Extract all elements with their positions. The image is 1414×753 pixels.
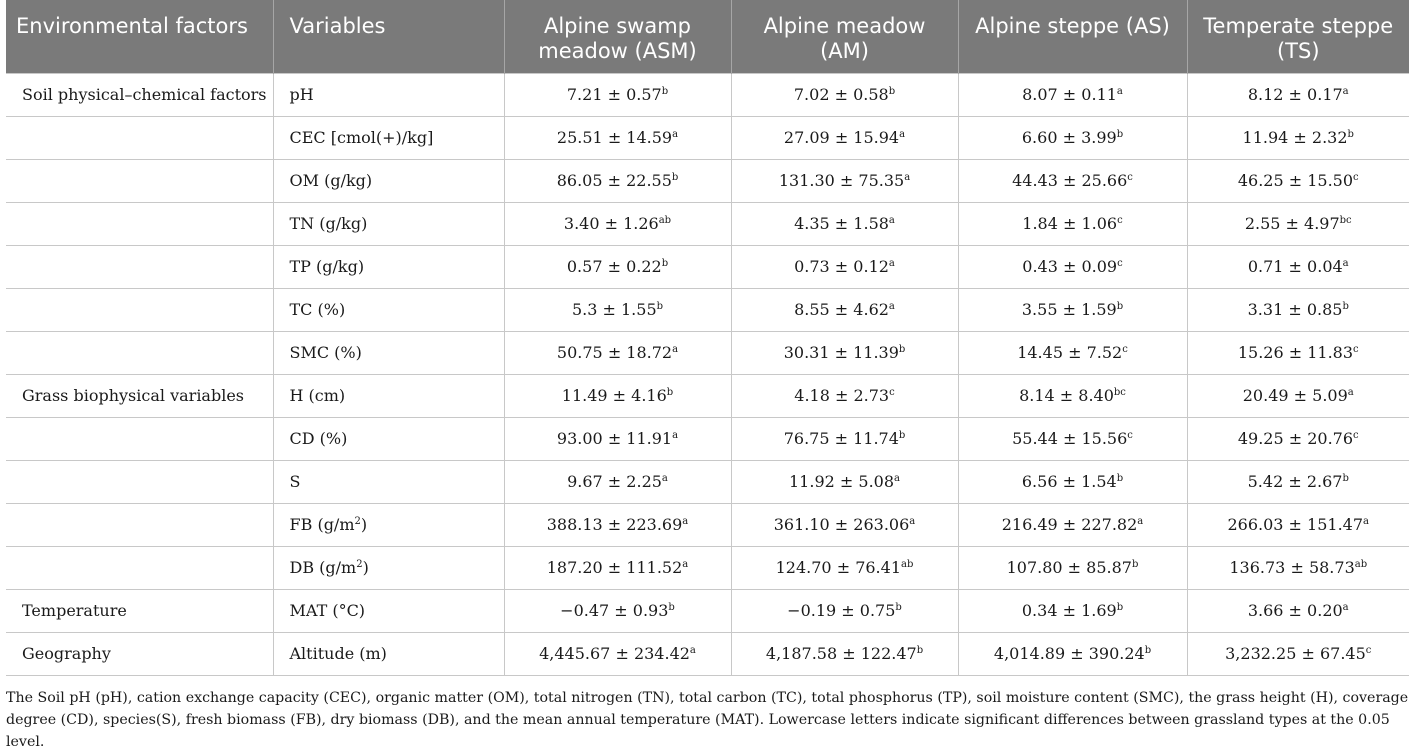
value-mean-sd: 49.25 ± 20.76 [1237, 429, 1354, 448]
significance-letter: c [1353, 430, 1359, 441]
row-variable-text: MAT (°C) [289, 601, 366, 620]
value-mean-sd: 216.49 ± 227.82 [1001, 515, 1138, 534]
row-variable [273, 546, 504, 589]
value-cell [504, 245, 731, 288]
value-mean-sd: 14.45 ± 7.52 [1017, 343, 1123, 362]
header-ts: Temperate steppe (TS) [1187, 0, 1409, 73]
value-cell [504, 589, 731, 632]
row-group-label [6, 159, 273, 202]
value-cell [731, 202, 958, 245]
significance-letter: c [1353, 344, 1359, 355]
value-mean-sd: −0.19 ± 0.75 [787, 601, 896, 620]
value-cell [504, 116, 731, 159]
value-cell [504, 632, 731, 675]
row-group-label [6, 331, 273, 374]
row-group-label [6, 546, 273, 589]
row-variable [273, 159, 504, 202]
row-variable-text: CEC [cmol(+)/kg] [289, 128, 434, 147]
value-cell [504, 159, 731, 202]
value-cell [1187, 374, 1409, 417]
header-as: Alpine steppe (AS) [958, 0, 1187, 73]
value-cell [958, 288, 1187, 331]
row-variable [273, 374, 504, 417]
row-group-label [6, 202, 273, 245]
value-mean-sd: 55.44 ± 15.56 [1012, 429, 1128, 448]
value-mean-sd: 4.35 ± 1.58 [794, 214, 889, 233]
significance-letter: c [1365, 645, 1372, 656]
significance-letter: a [1342, 86, 1349, 97]
row-variable-superscript: 2 [356, 559, 363, 570]
row-variable-text: Altitude (m) [289, 644, 387, 663]
value-cell [1187, 417, 1409, 460]
value-mean-sd: 8.07 ± 0.11 [1022, 85, 1117, 104]
row-variable-text: SMC (%) [289, 343, 362, 362]
row-variable [273, 632, 504, 675]
row-variable [273, 245, 504, 288]
value-mean-sd: 11.92 ± 5.08 [789, 472, 895, 491]
row-group-label: Grass biophysical variables [6, 374, 273, 417]
value-cell [1187, 331, 1409, 374]
significance-letter: b [1342, 473, 1349, 484]
significance-letter: a [888, 215, 895, 226]
value-cell [958, 73, 1187, 116]
row-variable-superscript: 2 [354, 516, 361, 527]
value-cell [1187, 245, 1409, 288]
value-mean-sd: 0.34 ± 1.69 [1021, 601, 1117, 620]
significance-letter: b [668, 602, 675, 613]
value-mean-sd: 388.13 ± 223.69 [546, 515, 683, 534]
value-cell [958, 460, 1187, 503]
value-mean-sd: 136.73 ± 58.73 [1229, 558, 1355, 577]
value-mean-sd: 5.42 ± 2.67 [1247, 472, 1343, 491]
table-row [6, 589, 1409, 632]
table-row [6, 417, 1409, 460]
significance-letter: bc [1339, 215, 1352, 226]
value-cell [1187, 202, 1409, 245]
row-variable [273, 202, 504, 245]
value-mean-sd: 124.70 ± 76.41 [775, 558, 901, 577]
value-cell [1187, 632, 1409, 675]
significance-letter: c [1117, 258, 1123, 269]
table-row [6, 202, 1409, 245]
value-mean-sd: 7.21 ± 0.57 [566, 85, 662, 104]
significance-letter: a [1137, 516, 1144, 527]
header-am: Alpine meadow (AM) [731, 0, 958, 73]
significance-letter: a [689, 645, 696, 656]
significance-letter: a [682, 516, 689, 527]
value-mean-sd: 4,445.67 ± 234.42 [539, 644, 690, 663]
table-row [6, 374, 1409, 417]
significance-letter: b [1116, 473, 1124, 484]
value-cell [731, 159, 958, 202]
table-row [6, 331, 1409, 374]
row-group-label: Temperature [6, 589, 273, 632]
value-mean-sd: 44.43 ± 25.66 [1012, 171, 1128, 190]
table-header [6, 0, 1409, 73]
data-table [6, 0, 1409, 676]
significance-letter: b [1116, 602, 1124, 613]
significance-letter: c [1127, 172, 1133, 183]
value-cell [731, 417, 958, 460]
significance-letter: a [894, 473, 900, 484]
significance-letter: b [888, 86, 896, 97]
header-variables: Variables [273, 0, 504, 73]
significance-letter: c [889, 387, 895, 398]
value-cell [731, 589, 958, 632]
value-mean-sd: 4,014.89 ± 390.24 [993, 644, 1145, 663]
significance-letter: b [1116, 301, 1124, 312]
value-cell [731, 116, 958, 159]
value-mean-sd: 107.80 ± 85.87 [1006, 558, 1132, 577]
significance-letter: c [1127, 430, 1133, 441]
row-variable-text: DB (g/m [289, 558, 357, 577]
value-mean-sd: 0.71 ± 0.04 [1247, 257, 1343, 276]
significance-letter: c [1353, 172, 1359, 183]
table-body [6, 73, 1409, 675]
row-variable [273, 460, 504, 503]
header-environmental-factors: Environmental factors [6, 0, 273, 73]
value-cell [504, 288, 731, 331]
significance-letter: a [1363, 516, 1369, 527]
row-group-label [6, 116, 273, 159]
table-row [6, 116, 1409, 159]
value-mean-sd: 9.67 ± 2.25 [567, 472, 662, 491]
value-cell [731, 245, 958, 288]
row-variable [273, 503, 504, 546]
significance-letter: ab [658, 215, 672, 226]
value-mean-sd: 6.60 ± 3.99 [1021, 128, 1117, 147]
value-cell [958, 417, 1187, 460]
row-group-label [6, 245, 273, 288]
row-variable-text: H (cm) [289, 386, 346, 405]
table-row [6, 159, 1409, 202]
header-row [6, 0, 1409, 73]
value-cell [731, 460, 958, 503]
value-mean-sd: 4.18 ± 2.73 [794, 386, 890, 405]
value-cell [504, 460, 731, 503]
significance-letter: b [656, 301, 664, 312]
value-mean-sd: 11.49 ± 4.16 [561, 386, 667, 405]
row-variable-suffix: ) [362, 558, 369, 577]
value-cell [958, 503, 1187, 546]
value-mean-sd: 0.73 ± 0.12 [794, 257, 889, 276]
value-cell [958, 546, 1187, 589]
significance-letter: b [1342, 301, 1349, 312]
value-mean-sd: 266.03 ± 151.47 [1227, 515, 1364, 534]
value-mean-sd: 0.57 ± 0.22 [566, 257, 662, 276]
value-mean-sd: 76.75 ± 11.74 [783, 429, 899, 448]
value-cell [958, 589, 1187, 632]
significance-letter: ab [901, 559, 914, 570]
significance-letter: b [666, 387, 674, 398]
value-cell [958, 245, 1187, 288]
value-cell [958, 374, 1187, 417]
value-mean-sd: 4,187.58 ± 122.47 [765, 644, 917, 663]
row-variable-text: TC (%) [289, 300, 346, 319]
significance-letter: b [661, 86, 669, 97]
value-mean-sd: 3.31 ± 0.85 [1247, 300, 1343, 319]
significance-letter: a [1347, 387, 1354, 398]
significance-letter: b [1347, 129, 1354, 140]
row-variable-text: FB (g/m [289, 515, 355, 534]
significance-letter: ab [1354, 559, 1368, 570]
value-cell [958, 116, 1187, 159]
value-cell [504, 202, 731, 245]
value-mean-sd: 3,232.25 ± 67.45 [1225, 644, 1366, 663]
value-mean-sd: 30.31 ± 11.39 [783, 343, 899, 362]
table-row [6, 546, 1409, 589]
significance-letter: a [672, 129, 679, 140]
table-row [6, 503, 1409, 546]
row-variable [273, 417, 504, 460]
value-mean-sd: 50.75 ± 18.72 [556, 343, 673, 362]
significance-letter: b [1131, 559, 1139, 570]
value-cell [731, 331, 958, 374]
value-mean-sd: 3.66 ± 0.20 [1247, 601, 1343, 620]
value-mean-sd: 5.3 ± 1.55 [571, 300, 657, 319]
significance-letter: b [661, 258, 669, 269]
value-mean-sd: 8.12 ± 0.17 [1247, 85, 1343, 104]
value-cell [1187, 159, 1409, 202]
value-cell [504, 331, 731, 374]
value-cell [1187, 589, 1409, 632]
row-variable-text: CD (%) [289, 429, 348, 448]
significance-letter: bc [1113, 387, 1126, 398]
value-mean-sd: 11.94 ± 2.32 [1242, 128, 1348, 147]
row-variable-text: S [289, 472, 301, 491]
significance-letter: a [661, 473, 668, 484]
row-variable [273, 589, 504, 632]
row-variable-text: TN (g/kg) [289, 214, 368, 233]
value-cell [1187, 73, 1409, 116]
value-mean-sd: 20.49 ± 5.09 [1242, 386, 1348, 405]
significance-letter: c [1122, 344, 1128, 355]
significance-letter: b [898, 430, 906, 441]
value-cell [504, 546, 731, 589]
significance-letter: b [1144, 645, 1152, 656]
row-group-label [6, 503, 273, 546]
value-cell [1187, 460, 1409, 503]
value-cell [1187, 503, 1409, 546]
value-mean-sd: 131.30 ± 75.35 [778, 171, 905, 190]
table-row [6, 460, 1409, 503]
value-cell [731, 374, 958, 417]
row-group-label [6, 460, 273, 503]
row-variable [273, 116, 504, 159]
table-row [6, 73, 1409, 116]
row-group-label: Geography [6, 632, 273, 675]
significance-letter: a [888, 258, 895, 269]
row-group-label [6, 417, 273, 460]
value-mean-sd: 0.43 ± 0.09 [1022, 257, 1118, 276]
value-cell [958, 331, 1187, 374]
value-mean-sd: 86.05 ± 22.55 [556, 171, 672, 190]
value-cell [731, 73, 958, 116]
table-footnote: The Soil pH (pH), cation exchange capacity (CEC), organic matter (OM), total nitrogen (TN), total carbon (TC), total phosphorus (TP), soil moisture content (SMC), the grass height (H), coverage degree (CD), species(S), fresh biomass (FB), dry biomass (DB), and the mean annual temperature (MAT). Lowercase letters indicate significant differences between grassland types at the 0.05 level. [6, 690, 1409, 750]
significance-letter: a [904, 172, 911, 183]
value-mean-sd: 3.40 ± 1.26 [563, 214, 659, 233]
row-variable-suffix: ) [360, 515, 368, 534]
significance-letter: c [1117, 215, 1123, 226]
significance-letter: b [671, 172, 679, 183]
value-mean-sd: 2.55 ± 4.97 [1244, 214, 1340, 233]
value-cell [504, 417, 731, 460]
value-mean-sd: 1.84 ± 1.06 [1022, 214, 1118, 233]
row-variable-text: OM (g/kg) [289, 171, 373, 190]
significance-letter: a [909, 516, 916, 527]
value-mean-sd: 15.26 ± 11.83 [1237, 343, 1354, 362]
table-row [6, 245, 1409, 288]
value-mean-sd: 361.10 ± 263.06 [773, 515, 910, 534]
table-row [6, 632, 1409, 675]
significance-letter: a [672, 430, 679, 441]
significance-letter: a [888, 301, 895, 312]
significance-letter: a [899, 129, 906, 140]
row-variable [273, 288, 504, 331]
value-mean-sd: 8.55 ± 4.62 [794, 300, 889, 319]
value-mean-sd: 187.20 ± 111.52 [546, 558, 683, 577]
significance-letter: b [916, 645, 924, 656]
header-asm: Alpine swamp meadow (ASM) [504, 0, 731, 73]
value-mean-sd: −0.47 ± 0.93 [560, 601, 669, 620]
value-cell [1187, 116, 1409, 159]
value-cell [958, 632, 1187, 675]
value-cell [1187, 546, 1409, 589]
value-cell [731, 546, 958, 589]
value-cell [731, 632, 958, 675]
significance-letter: b [898, 344, 906, 355]
value-cell [1187, 288, 1409, 331]
significance-letter: a [1342, 602, 1349, 613]
value-cell [958, 159, 1187, 202]
value-mean-sd: 46.25 ± 15.50 [1237, 171, 1354, 190]
value-cell [731, 503, 958, 546]
significance-letter: a [1342, 258, 1349, 269]
row-group-label: Soil physical–chemical factors [6, 73, 273, 116]
row-variable-text: TP (g/kg) [289, 257, 365, 276]
row-group-label [6, 288, 273, 331]
significance-letter: b [895, 602, 902, 613]
significance-letter: a [1116, 86, 1123, 97]
significance-letter: b [1116, 129, 1124, 140]
row-variable [273, 331, 504, 374]
value-mean-sd: 93.00 ± 11.91 [556, 429, 673, 448]
value-cell [504, 73, 731, 116]
value-mean-sd: 8.14 ± 8.40 [1019, 386, 1114, 405]
value-cell [504, 374, 731, 417]
value-cell [731, 288, 958, 331]
row-variable [273, 73, 504, 116]
value-cell [504, 503, 731, 546]
significance-letter: a [672, 344, 679, 355]
value-mean-sd: 3.55 ± 1.59 [1021, 300, 1117, 319]
significance-letter: a [682, 559, 689, 570]
value-cell [958, 202, 1187, 245]
value-mean-sd: 6.56 ± 1.54 [1021, 472, 1117, 491]
value-mean-sd: 25.51 ± 14.59 [556, 128, 673, 147]
table-row [6, 288, 1409, 331]
value-mean-sd: 27.09 ± 15.94 [783, 128, 900, 147]
row-variable-text: pH [289, 85, 314, 104]
value-mean-sd: 7.02 ± 0.58 [793, 85, 889, 104]
